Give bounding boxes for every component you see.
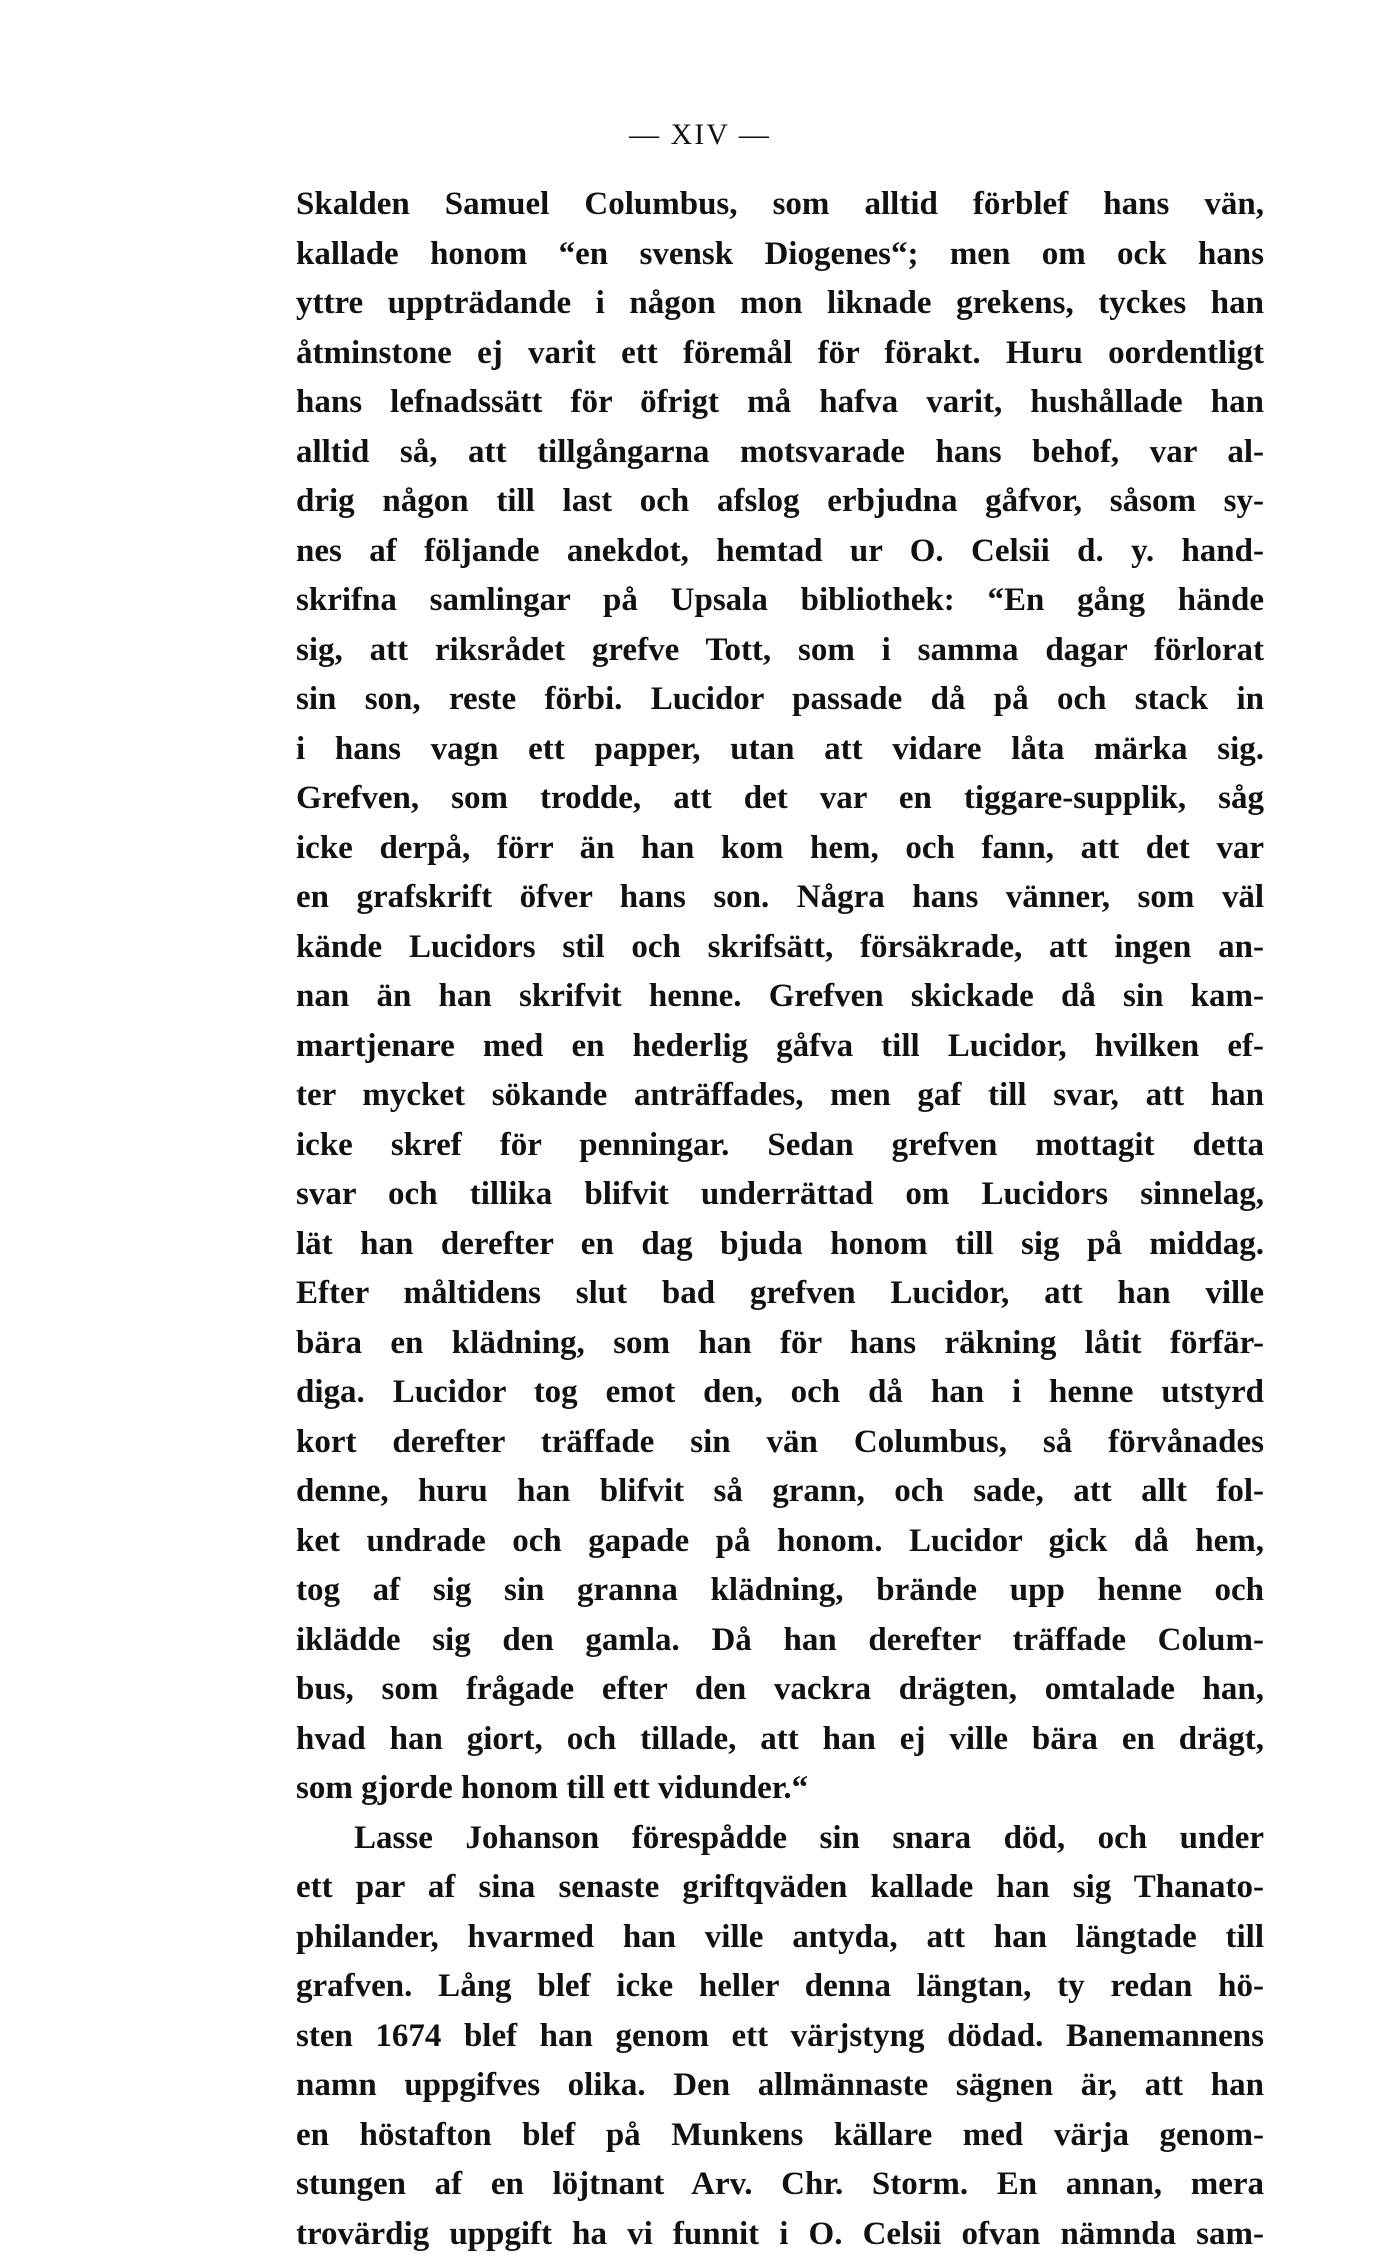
text-line: ket undrade och gapade på honom. Lucidor gick då hem,	[296, 1517, 1264, 1567]
text-line: icke skref för penningar. Sedan grefven mottagit detta	[296, 1121, 1264, 1171]
text-line: kände Lucidors stil och skrifsätt, försäkrade, att ingen an-	[296, 923, 1264, 973]
text-line: grafven. Lång blef icke heller denna längtan, ty redan hö-	[296, 1962, 1264, 2012]
text-line: Lasse Johanson förespådde sin snara död, och under	[296, 1814, 1264, 1864]
text-line: sten 1674 blef han genom ett värjstyng dödad. Banemannens	[296, 2012, 1264, 2062]
text-line: trovärdig uppgift ha vi funnit i O. Celsii ofvan nämnda sam-	[296, 2210, 1264, 2259]
text-line: icke derpå, förr än han kom hem, och fann, att det var	[296, 824, 1264, 874]
text-line: alltid så, att tillgångarna motsvarade hans behof, var al-	[296, 428, 1264, 478]
text-line: diga. Lucidor tog emot den, och då han i henne utstyrd	[296, 1368, 1264, 1418]
text-line: skrifna samlingar på Upsala bibliothek: “En gång hände	[296, 576, 1264, 626]
text-line: bus, som frågade efter den vackra drägten, omtalade han,	[296, 1665, 1264, 1715]
text-line: svar och tillika blifvit underrättad om Lucidors sinnelag,	[296, 1170, 1264, 1220]
body-text	[296, 180, 1264, 2259]
text-line: lät han derefter en dag bjuda honom till sig på middag.	[296, 1220, 1264, 1270]
text-line: nan än han skrifvit henne. Grefven skickade då sin kam-	[296, 972, 1264, 1022]
text-line: i hans vagn ett papper, utan att vidare låta märka sig.	[296, 725, 1264, 775]
text-line: ter mycket sökande anträffades, men gaf till svar, att han	[296, 1071, 1264, 1121]
text-line: åtminstone ej varit ett föremål för förakt. Huru oordentligt	[296, 329, 1264, 379]
text-line: kallade honom “en svensk Diogenes“; men om ock hans	[296, 230, 1264, 280]
text-line: tog af sig sin granna klädning, brände upp henne och	[296, 1566, 1264, 1616]
text-line: hvad han giort, och tillade, att han ej ville bära en drägt,	[296, 1715, 1264, 1765]
text-line: Efter måltidens slut bad grefven Lucidor, att han ville	[296, 1269, 1264, 1319]
text-line: bära en klädning, som han för hans räkning låtit förfär-	[296, 1319, 1264, 1369]
text-line: stungen af en löjtnant Arv. Chr. Storm. En annan, mera	[296, 2160, 1264, 2210]
text-line: drig någon till last och afslog erbjudna gåfvor, såsom sy-	[296, 477, 1264, 527]
text-line: nes af följande anekdot, hemtad ur O. Celsii d. y. hand-	[296, 527, 1264, 577]
text-line: yttre uppträdande i någon mon liknade grekens, tyckes han	[296, 279, 1264, 329]
text-line: iklädde sig den gamla. Då han derefter träffade Colum-	[296, 1616, 1264, 1666]
text-line: en höstafton blef på Munkens källare med värja genom-	[296, 2111, 1264, 2161]
text-line: hans lefnadssätt för öfrigt må hafva varit, hushållade han	[296, 378, 1264, 428]
text-line: en grafskrift öfver hans son. Några hans vänner, som väl	[296, 873, 1264, 923]
text-line: kort derefter träffade sin vän Columbus, så förvånades	[296, 1418, 1264, 1468]
text-line: denne, huru han blifvit så grann, och sade, att allt fol-	[296, 1467, 1264, 1517]
text-line: som gjorde honom till ett vidunder.“	[296, 1764, 1264, 1814]
text-line: Skalden Samuel Columbus, som alltid förblef hans vän,	[296, 180, 1264, 230]
page-number-header: — XIV —	[0, 118, 1400, 152]
text-line: Grefven, som trodde, att det var en tiggare-supplik, såg	[296, 774, 1264, 824]
text-line: ett par af sina senaste griftqväden kallade han sig Thanato-	[296, 1863, 1264, 1913]
text-line: philander, hvarmed han ville antyda, att han längtade till	[296, 1913, 1264, 1963]
text-line: sin son, reste förbi. Lucidor passade då på och stack in	[296, 675, 1264, 725]
text-line: namn uppgifves olika. Den allmännaste sägnen är, att han	[296, 2061, 1264, 2111]
text-line: sig, att riksrådet grefve Tott, som i samma dagar förlorat	[296, 626, 1264, 676]
text-line: martjenare med en hederlig gåfva till Lucidor, hvilken ef-	[296, 1022, 1264, 1072]
